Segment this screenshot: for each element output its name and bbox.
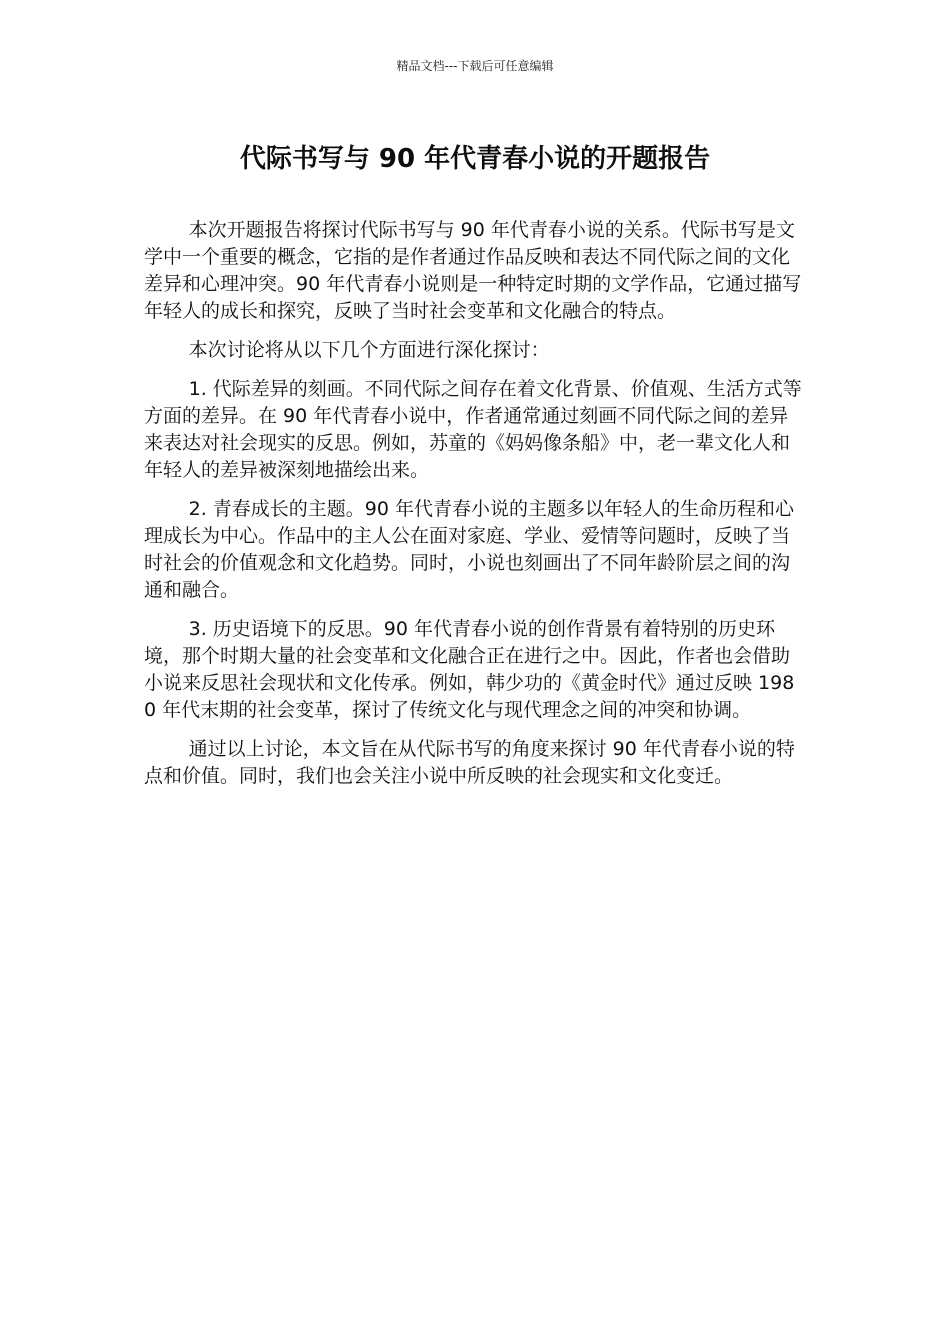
document-title: 代际书写与 90 年代青春小说的开题报告 (239, 144, 711, 174)
header-note: 精品文档---下载后可任意编辑 (396, 59, 554, 73)
paragraph-conclusion: 通过以上讨论，本文旨在从代际书写的角度来探讨 90 年代青春小说的特点和价值。同时，我们也会关注小说中所反映的社会现实和文化变迁。 (144, 738, 795, 787)
paragraph-outline: 本次讨论将从以下几个方面进行深化探讨： (188, 339, 550, 361)
paragraph-point-1: 1. 代际差异的刻画。不同代际之间存在着文化背景、价值观、生活方式等方面的差异。在 90 年代青春小说中，作者通常通过刻画不同代际之间的差异来表达对社会现实的反思。例如，苏童的《妈妈像条船》中，老一辈文化人和年轻人的差异被深刻地描绘出来。 (144, 378, 802, 481)
paragraph-point-2: 2. 青春成长的主题。90 年代青春小说的主题多以年轻人的生命历程和心理成长为中心。作品中的主人公在面对家庭、学业、爱情等问题时，反映了当时社会的价值观念和文化趋势。同时，小说也刻画出了不同年龄阶层之间的沟通和融合。 (144, 498, 795, 601)
document-body (144, 217, 806, 802)
paragraph-point-3: 3. 历史语境下的反思。90 年代青春小说的创作背景有着特别的历史环境，那个时期大量的社会变革和文化融合正在进行之中。因此，作者也会借助小说来反思社会现状和文化传承。例如，韩少功的《黄金时代》通过反映 1980 年代末期的社会变革，探讨了传统文化与现代理念之间的冲突和协调。 (144, 618, 795, 721)
paragraph-intro: 本次开题报告将探讨代际书写与 90 年代青春小说的关系。代际书写是文学中一个重要的概念，它指的是作者通过作品反映和表达不同代际之间的文化差异和心理冲突。90 年代青春小说则是一种特定时期的文学作品，它通过描写年轻人的成长和探究，反映了当时社会变革和文化融合的特点。 (144, 219, 802, 322)
